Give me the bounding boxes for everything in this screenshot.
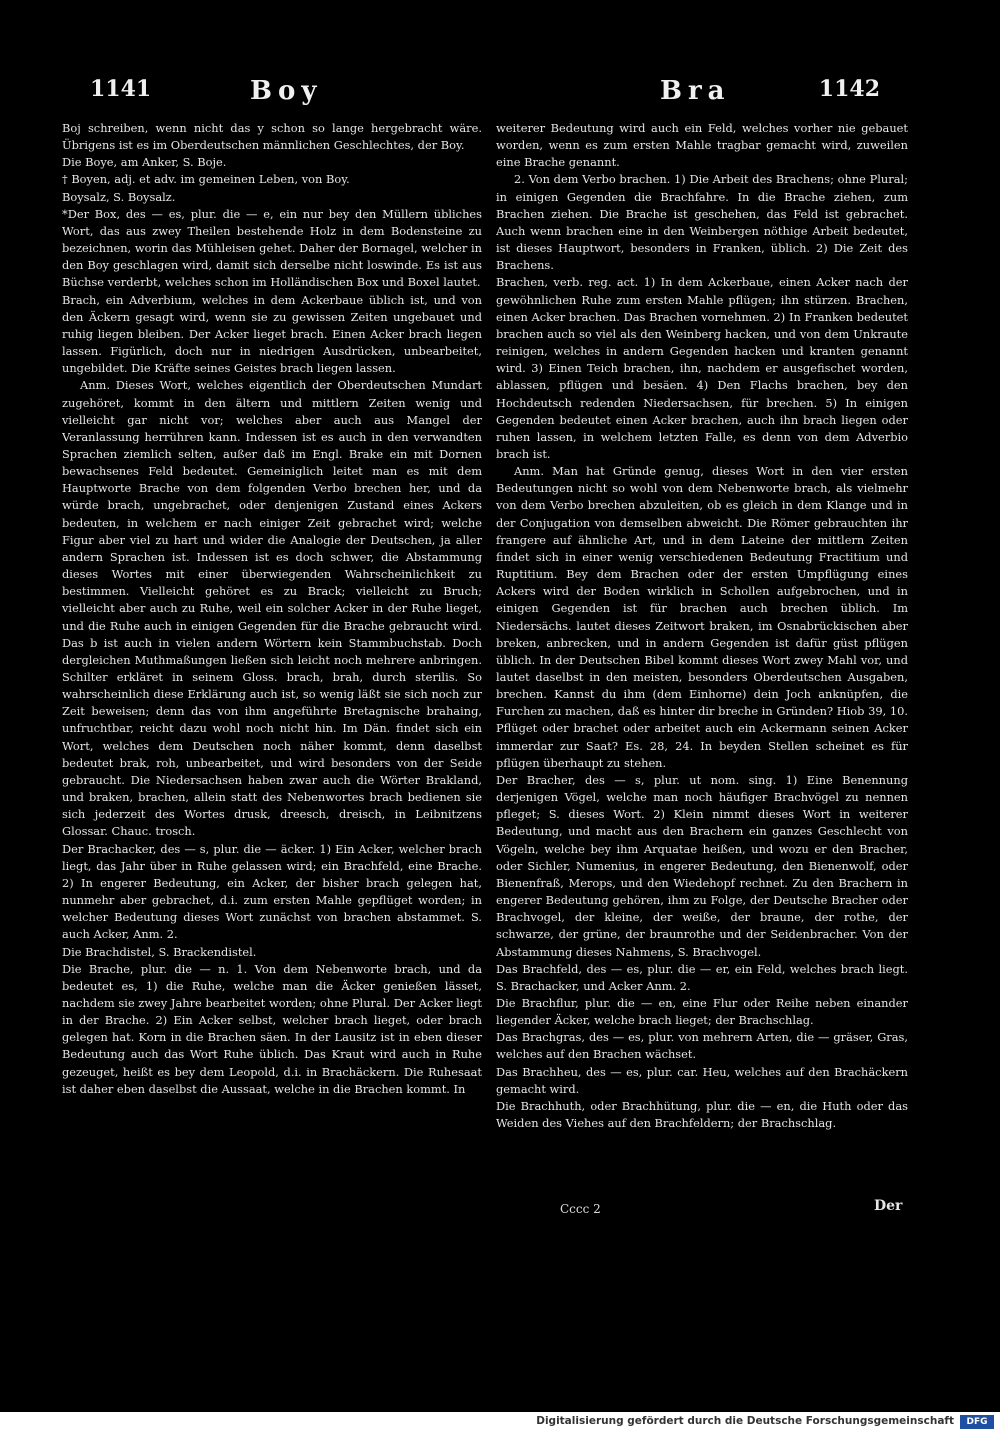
- footer-bar: [0, 1412, 1000, 1432]
- dictionary-entry: † Boyen, adj. et adv. im gemeinen Leben, von Boy.: [62, 172, 350, 187]
- dictionary-entry: Boysalz, S. Boysalz.: [62, 189, 176, 204]
- running-head-right: Bra: [660, 76, 731, 106]
- dictionary-entry: Das Brachgras, des — es, plur. von mehrern Arten, die — gräser, Gras, welches auf den Brachen wächset.: [496, 1030, 908, 1062]
- annotation-paragraph: 2. Von dem Verbo brachen. 1) Die Arbeit des Brachens; ohne Plural; in einigen Gegenden die Brachfahre. In die Brache ziehen, zum Brachen ziehen. Die Brache ist geschehen, das Feld ist gebrachet. Auch wenn brachen eine in den Weinbergen nöthige Arbeit bedeutet, ist dieses Hauptwort, besonders in Franken, üblich. 2) Die Zeit des Brachens.: [496, 172, 908, 273]
- dictionary-entry: Das Brachfeld, des — es, plur. die — er, ein Feld, welches brach liegt. S. Brachacker, und Acker Anm. 2.: [496, 961, 908, 993]
- dictionary-entry: Die Brachflur, plur. die — en, eine Flur oder Reihe neben einander liegender Äcker, welche brach lieget; der Brachschlag.: [496, 995, 908, 1028]
- page-number-left: 1141: [90, 76, 152, 102]
- dictionary-entry: Die Brachdistel, S. Brackendistel.: [62, 944, 257, 959]
- funding-credit: Digitalisierung gefördert durch die Deutsche Forschungsgemeinschaft: [536, 1415, 954, 1427]
- dictionary-entry: Brachen, verb. reg. act. 1) In dem Ackerbaue, einen Acker nach der gewöhnlichen Ruhe zum ersten Mahle pflügen; ihn stürzen. Brachen, einen Acker brachen. Das Brachen vornehmen. 2) In Franken bedeutet brachen auch so viel als den Weinberg hacken, und von dem Unkraute reinigen, welches in andern Gegenden hacken und kranten genannt wird. 3) Einen Teich brachen, ihn, nachdem er ausgefischet worden, ablassen, pflügen und besäen. 4) Den Flachs brachen, bey den Hochdeutsch redenden Niedersachsen, für brechen. 5) In einigen Gegenden bedeutet einen Acker brachen, auch ihn brach liegen oder ruhen lassen, in welchem letzten Falle, es denn von dem Adverbio brach ist.: [496, 275, 908, 461]
- left-column: [62, 120, 482, 1220]
- dictionary-entry: Der Brachacker, des — s, plur. die — äcker. 1) Ein Acker, welcher brach liegt, das Jahr über in Ruhe gelassen wird; ein Brachfeld, eine Brache. 2) In engerer Bedeutung, ein Acker, der bisher brach gelegen hat, nunmehr aber gebrachet, d.i. zum ersten Mahle gepflüget worden; in welcher Bedeutung dieses Wort zunächst von brachen abstammet. S. auch Acker, Anm. 2.: [62, 841, 482, 942]
- dictionary-entry: Die Brachhuth, oder Brachhütung, plur. die — en, die Huth oder das Weiden des Viehes auf den Brachfeldern; der Brachschlag.: [496, 1098, 908, 1131]
- dictionary-entry: Brach, ein Adverbium, welches in dem Ackerbaue üblich ist, und von den Äckern gesagt wird, wenn sie zu gewissen Zeiten ungebauet und ruhig liegen bleiben. Der Acker lieget brach. Einen Acker brach liegen lassen. Figürlich, doch nur in niedrigen Ausdrücken, unbearbeitet, ungebildet. Die Kräfte seines Geistes brach liegen lassen.: [62, 292, 482, 376]
- dictionary-entry: Die Brache, plur. die — n. 1. Von dem Nebenworte brach, und da bedeutet es, 1) die Ruhe, welche man die Äcker genießen lässet, nachdem sie zwey Jahre bearbeitet worden; ohne Plural. Der Acker liegt in der Brache. 2) Ein Acker selbst, welcher brach lieget, oder brach gelegen hat. Korn in die Brachen säen. In der Lausitz ist in eben dieser Bedeutung auch das Wort Ruhe üblich. Das Kraut wird auch in Ruhe gezeuget, heißt es bey dem Leopold, d.i. in Brachäckern. Die Ruhesaat ist daher eben daselbst die Aussaat, welche in die Brachen kommt. In: [62, 961, 482, 1096]
- continued-text: Boj schreiben, wenn nicht das y schon so lange hergebracht wäre. Übrigens ist es im Oberdeutschen männlichen Geschlechtes, der Boy.: [62, 121, 482, 153]
- continued-text: weiterer Bedeutung wird auch ein Feld, welches vorher nie gebauet worden, wenn es zum ersten Mahle tragbar gemacht wird, zuweilen eine Brache genannt.: [496, 121, 908, 170]
- running-head-left: Boy: [250, 76, 323, 106]
- right-column: [496, 120, 908, 1220]
- dfg-logo: DFG: [960, 1415, 994, 1429]
- annotation-paragraph: Anm. Man hat Gründe genug, dieses Wort in den vier ersten Bedeutungen nicht so wohl von dem Nebenworte brach, als vielmehr von dem Verbo brechen abzuleiten, ob es gleich in dem Klange und in der Conjugation von demselben abweicht. Die Römer gebrauchten ihr frangere auf ähnliche Art, und in dem Lateine der mittlern Zeiten findet sich in einer wenig verschiedenen Bedeutung Fractitium und Ruptitium. Bey dem Brachen oder der ersten Umpflügung eines Ackers wird der Boden wirklich in Schollen aufgebrochen, und in einigen Gegenden ist für brachen auch brechen üblich. Im Niedersächs. lautet dieses Zeitwort braken, im Osnabrückischen aber breken, anbrecken, und in andern Gegenden ist dafür güst pflügen üblich. In der Deutschen Bibel kommt dieses Wort zwey Mahl vor, und lautet daselbst in den meisten, besonders Oberdeutschen Ausgaben, brechen. Kannst du ihm (dem Einhorne) dein Joch anknüpfen, die Furchen zu machen, daß es hinter dir breche in Gründen? Hiob 39, 10. Pflüget oder brachet oder arbeitet auch ein Ackermann seinen Acker immerdar zur Saat? Es. 28, 24. In beyden Stellen scheinet es für pflügen überhaupt zu stehen.: [496, 464, 908, 770]
- annotation-paragraph: Anm. Dieses Wort, welches eigentlich der Oberdeutschen Mundart zugehöret, kommt in den ältern und mittlern Zeiten wenig und vielleicht gar nicht vor; welches aber auch aus Mangel der Veranlassung herrühren kann. Indessen ist es auch in den verwandten Sprachen ziemlich selten, außer daß im Engl. Brake ein mit Dornen bewachsenes Feld bedeutet. Gemeiniglich leitet man es mit dem Hauptworte Brache von dem folgenden Verbo brechen her, und da würde brach, ungebrachet, oder denjenigen Zustand eines Ackers bedeuten, in welchem er nach einiger Zeit gebrachet wird; welche Figur aber viel zu hart und wider die Analogie der Deutschen, ja aller andern Sprachen ist. Indessen ist es doch schwer, die Abstammung dieses Wortes mit einer überwiegenden Wahrscheinlichkeit zu bestimmen. Vielleicht gehöret es zu Brack; vielleicht zu Bruch; vielleicht aber auch zu Ruhe, weil ein solcher Acker in der Ruhe lieget, und die Ruhe auch in einigen Gegenden für die Brache gebraucht wird. Das b ist auch in vielen andern Wörtern kein Stammbuchstab. Doch dergleichen Muthmaßungen ließen sich leicht noch mehrere anbringen. Schilter erkläret in seinem Gloss. brach, brah, durch sterilis. So wahrscheinlich diese Erklärung auch ist, so wenig läßt sie sich noch zur Zeit beweisen; denn das von ihm angeführte Bretagnische brahaing, unfruchtbar, reicht dazu wohl noch nicht hin. Im Dän. findet sich ein Wort, welches dem Deutschen noch näher kommt, denn daselbst bedeutet brak, roh, unbearbeitet, und wird besonders von der Seide gebraucht. Die Niedersachsen haben zwar auch die Wörter Brakland, und braken, brachen, allein statt des Nebenwortes brach bedienen sie sich jederzeit des Wortes drusk, dreesch, dreisch, in Leibnitzens Glossar. Chauc. trosch.: [62, 378, 482, 839]
- dictionary-entry: Der Bracher, des — s, plur. ut nom. sing. 1) Eine Benennung derjenigen Vögel, welche man noch häufiger Brachvögel zu nennen pfleget; S. dieses Wort. 2) Klein nimmt dieses Wort in weiterer Bedeutung, und macht aus den Brachern ein ganzes Geschlecht von Vögeln, welche bey ihm Arquatae heißen, und wozu er den Bracher, oder Sichler, Numenius, in engerer Bedeutung, den Bienenwolf, oder Bienenfraß, Merops, und den Wiedehopf rechnet. Zu den Brachern in engerer Bedeutung gehören, ihm zu Folge, der Deutsche Bracher oder Brachvogel, der kleine, der weiße, der braune, der rothe, der schwarze, der grüne, der braunrothe und der Seidenbracher. Von der Abstammung dieses Nahmens, S. Brachvogel.: [496, 772, 908, 959]
- dictionary-entry: *Der Box, des — es, plur. die — e, ein nur bey den Müllern übliches Wort, das aus zwey Theilen bestehende Holz in dem Bodensteine zu bezeichnen, worin das Mühleisen gehet. Daher der Bornagel, welcher in den Boy geschlagen wird, damit sich derselbe nicht loswinde. Es ist aus Büchse verderbt, welches schon im Holländischen Box und Boxel lautet.: [62, 206, 482, 290]
- page-header: [90, 76, 880, 106]
- page-number-right: 1142: [818, 76, 880, 102]
- signature-mark: Cccc 2: [560, 1202, 601, 1216]
- dictionary-entry: Die Boye, am Anker, S. Boje.: [62, 155, 227, 170]
- catchword: Der: [874, 1198, 903, 1214]
- dictionary-entry: Das Brachheu, des — es, plur. car. Heu, welches auf den Brachäckern gemacht wird.: [496, 1064, 908, 1096]
